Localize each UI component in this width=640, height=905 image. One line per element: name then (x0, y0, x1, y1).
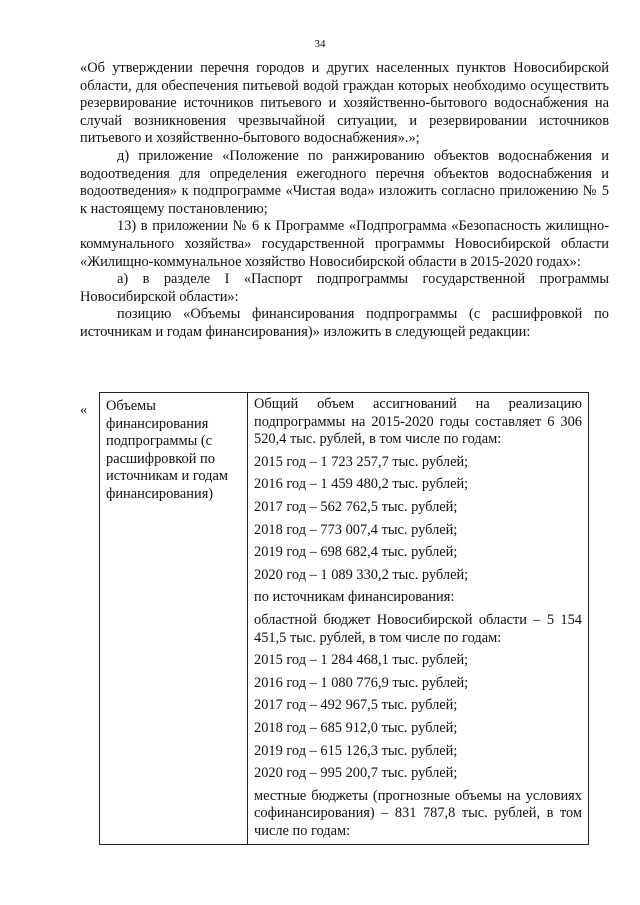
value-regional-2018: 2018 год – 685 912,0 тыс. рублей; (254, 719, 458, 736)
table-row (100, 393, 589, 845)
value-regional-2015: 2015 год – 1 284 468,1 тыс. рублей; (254, 652, 469, 669)
value-regional-2019: 2019 год – 615 126,3 тыс. рублей; (254, 742, 458, 759)
value-year-2019: 2019 год – 698 682,4 тыс. рублей; (254, 544, 458, 561)
paragraph-item-d: д) приложение «Положение по ранжированию объектов водоснабжения и водоотведения для определения ежегодного перечня объектов водоснабжения и водоотведения» к подпрограмме «Чистая вода» изложить согласно приложению № 5 к настоящему постановлению; (80, 147, 609, 217)
value-local-budgets: местные бюджеты (прогнозные объемы на условиях софинансирования) – 831 787,8 тыс. рублей, в том числе по годам: (254, 787, 582, 839)
value-sources-heading: по источникам финансирования: (254, 589, 455, 606)
value-regional-2020: 2020 год – 995 200,7 тыс. рублей; (254, 765, 458, 782)
table-label-text: Объемы финансирования подпрограммы (с расшифровкой по источникам и годам финансирования) (106, 398, 228, 502)
value-year-2018: 2018 год – 773 007,4 тыс. рублей; (254, 521, 458, 538)
paragraph-item-13: 13) в приложении № 6 к Программе «Подпрограмма «Безопасность жилищно-коммунального хозяйства» государственной программы Новосибирской области «Жилищно-коммунальное хозяйство Новосибирской области в 2015-2020 годах»: (80, 218, 609, 270)
financing-table (99, 392, 589, 845)
table-value-cell (248, 393, 589, 845)
value-year-2016: 2016 год – 1 459 480,2 тыс. рублей; (254, 476, 469, 493)
paragraph-item-a: а) в разделе I «Паспорт подпрограммы государственной программы Новосибирской области»: (80, 271, 609, 305)
paragraph-position: позицию «Объемы финансирования подпрограммы (с расшифровкой по источникам и годам финансирования)» изложить в следующей редакции: (80, 306, 609, 340)
opening-quote-mark: « (80, 402, 88, 418)
value-year-2017: 2017 год – 562 762,5 тыс. рублей; (254, 498, 458, 515)
value-regional-budget: областной бюджет Новосибирской области – 5 154 451,5 тыс. рублей, в том числе по годам: (254, 611, 582, 646)
value-total: Общий объем ассигнований на реализацию подпрограммы на 2015-2020 годы составляет 6 306 520,4 тыс. рублей, в том числе по годам: (254, 396, 582, 448)
value-year-2020: 2020 год – 1 089 330,2 тыс. рублей; (254, 566, 469, 583)
body-text (80, 60, 609, 342)
table-label-cell (100, 393, 248, 845)
value-regional-2016: 2016 год – 1 080 776,9 тыс. рублей; (254, 674, 469, 691)
paragraph-quote-continuation: «Об утверждении перечня городов и других населенных пунктов Новосибирской области, для обеспечения питьевой водой граждан которых необходимо осуществить резервирование источников питьевого и хозяйственно-бытового водоснабжения на случай возникновения чрезвычайной ситуации, и резервировании источников питьевого и хозяйственно-бытового водоснабжения».»; (80, 60, 609, 147)
page-number: 34 (314, 38, 326, 50)
value-regional-2017: 2017 год – 492 967,5 тыс. рублей; (254, 697, 458, 714)
value-year-2015: 2015 год – 1 723 257,7 тыс. рублей; (254, 453, 469, 470)
